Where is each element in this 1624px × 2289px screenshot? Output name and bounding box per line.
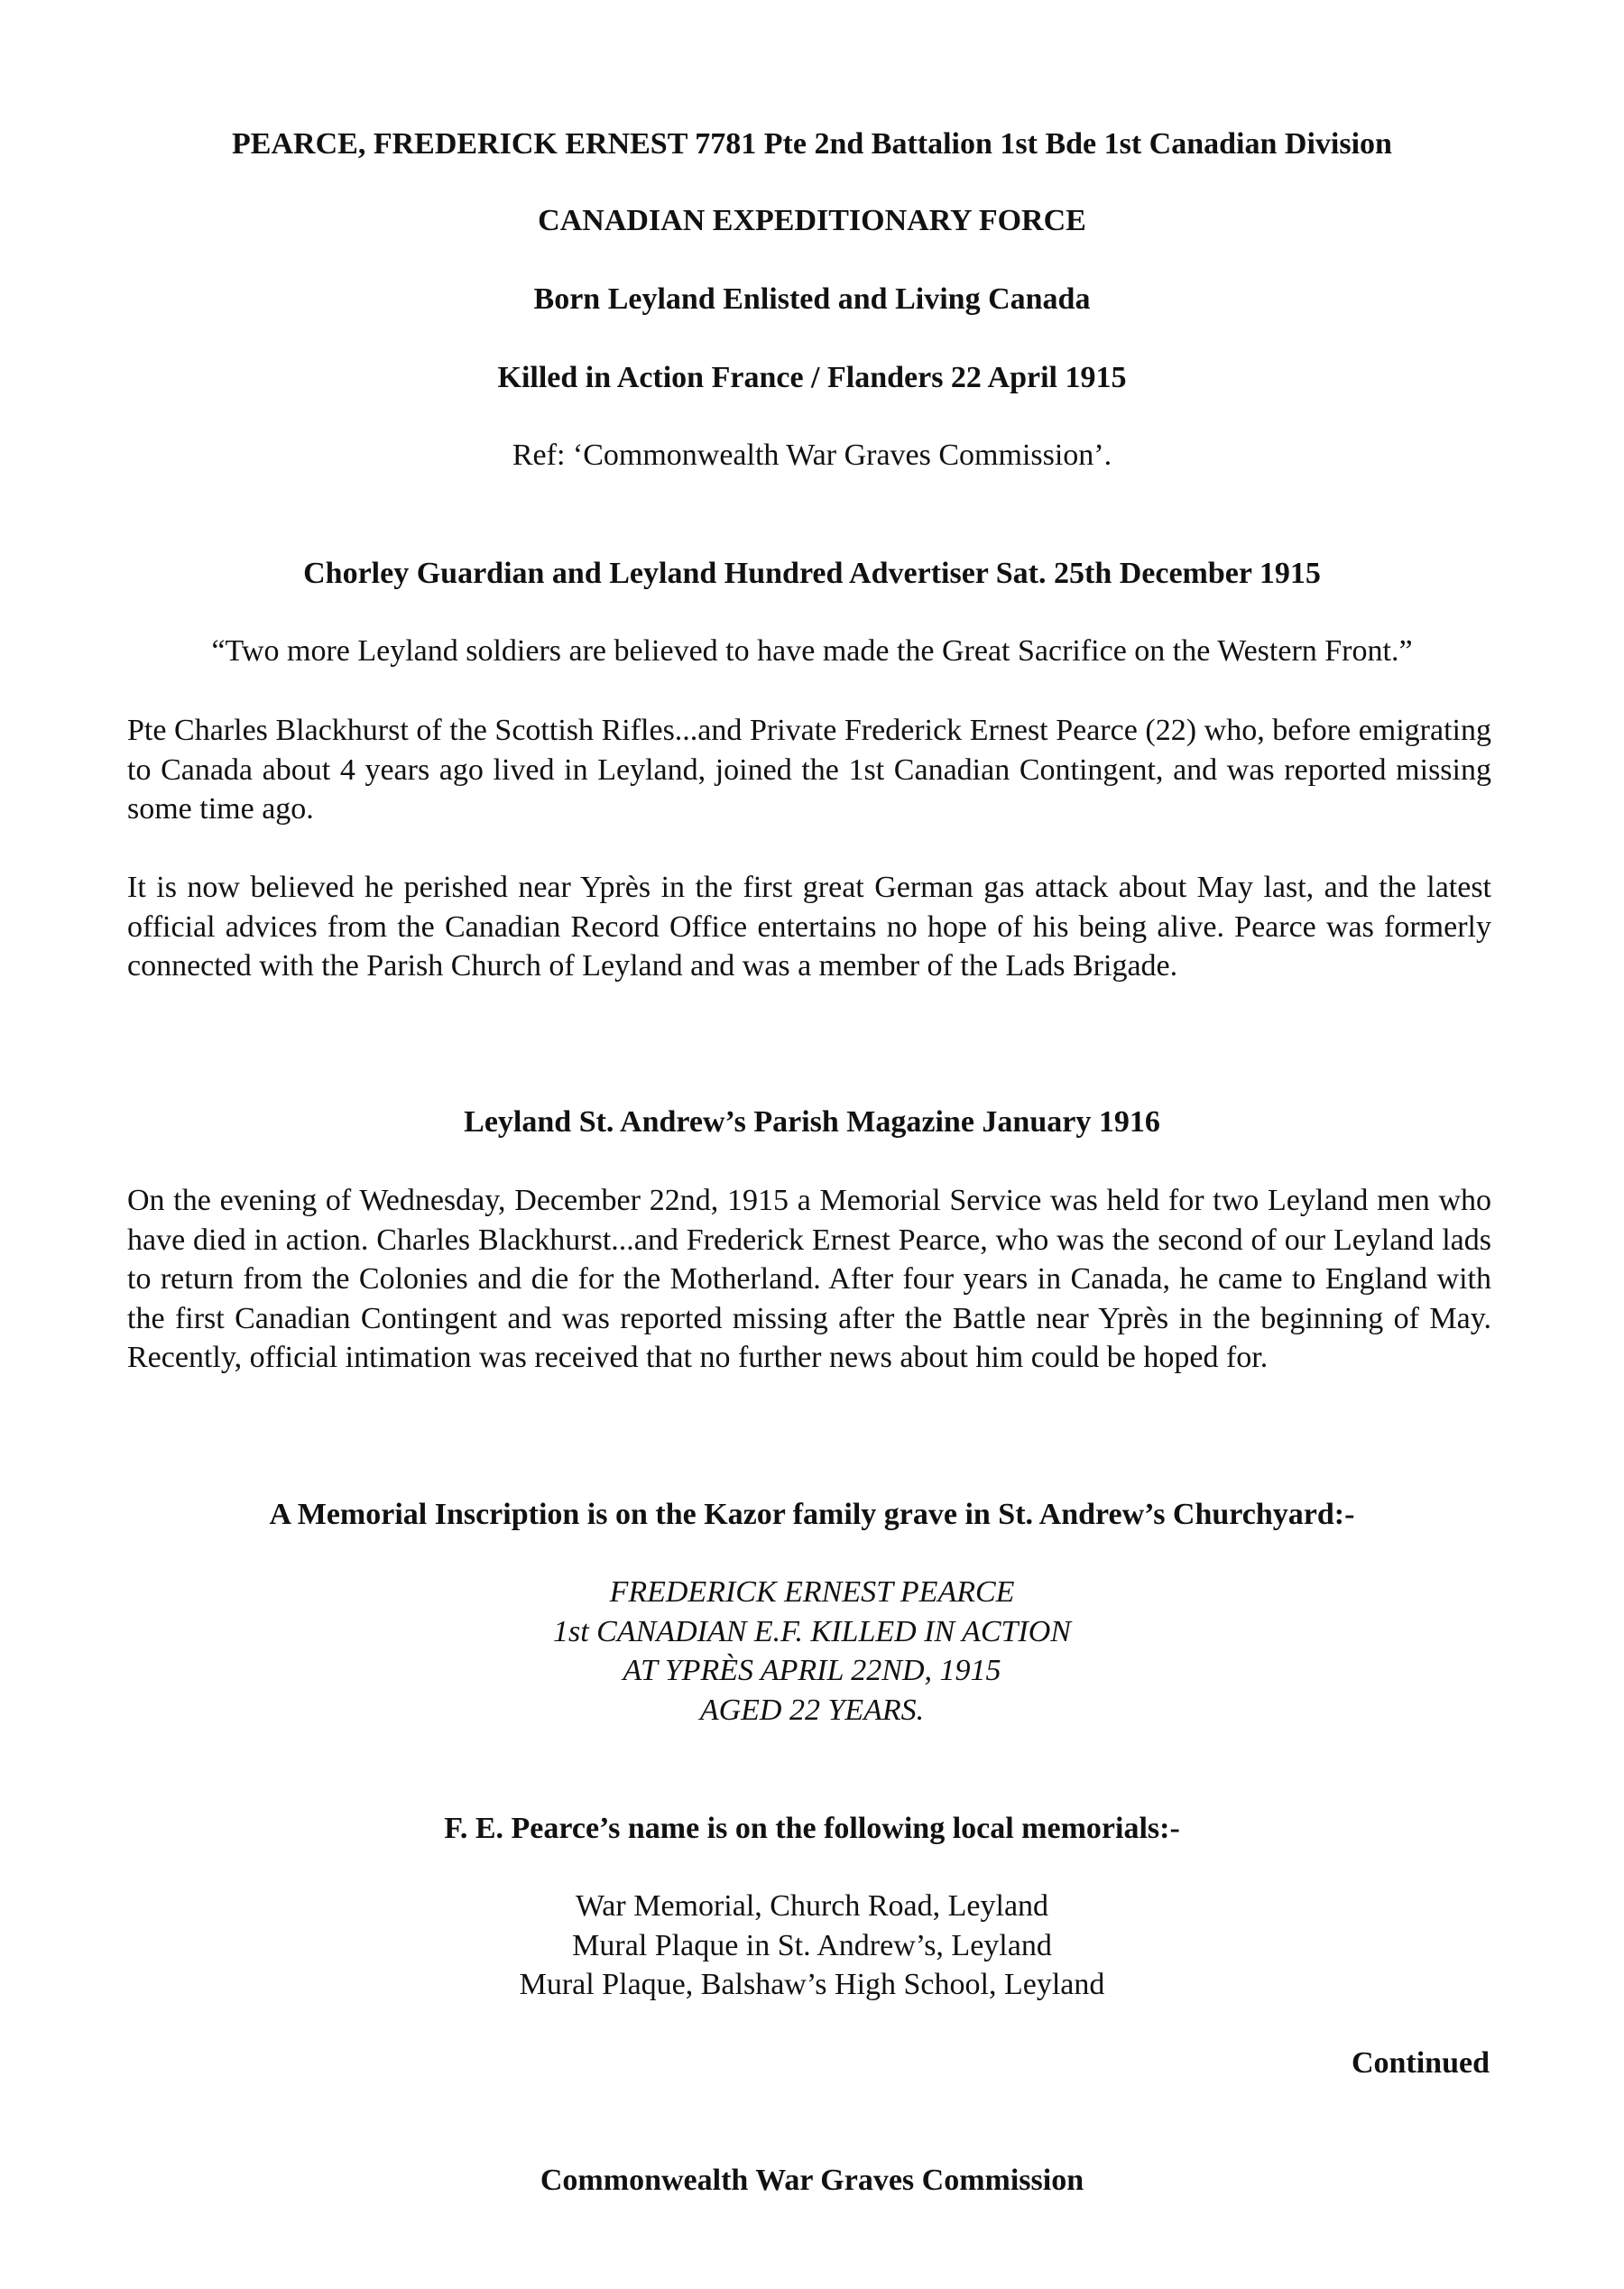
cwgc-heading: Commonwealth War Graves Commission — [540, 2164, 1084, 2197]
guardian-paragraph-1: Pte Charles Blackhurst of the Scottish Rifles...and Private Frederick Ernest Pearce (22) who, before emigrating to Canada about 4 years ago lived in Leyland, joined the 1st Canadian Contingent, and was reported missing some time ago. — [127, 714, 1491, 826]
magazine-paragraph: On the evening of Wednesday, December 22nd, 1915 a Memorial Service was held for two Leyland men who have died in action. Charles Blackhurst...and Frederick Ernest Pearce, who was the second of our Leyland lads to return from the Colonies and die for the Motherland. After four years in Canada, he came to England with the first Canadian Contingent and was reported missing after the Battle near Yprès in the beginning of May. Recently, official intimation was received that no further news about him could be hoped for. — [127, 1184, 1491, 1374]
memorial-item: Mural Plaque in St. Andrew’s, Leyland — [572, 1929, 1052, 1962]
inscription-heading: A Memorial Inscription is on the Kazor family grave in St. Andrew’s Churchyard:- — [269, 1498, 1355, 1531]
inscription-line: 1st CANADIAN E.F. KILLED IN ACTION — [553, 1615, 1071, 1648]
guardian-paragraph-2: It is now believed he perished near Yprès in the first great German gas attack about May last, and the latest official advices from the Canadian Record Office entertains no hope of his being alive. Pearce was formerly connected with the Parish Church of Leyland and was a member of the Lads Brigade. — [127, 871, 1491, 983]
guardian-quote: “Two more Leyland soldiers are believed to have made the Great Sacrifice on the Western Front.” — [211, 634, 1413, 668]
continued-label: Continued — [1351, 2046, 1490, 2080]
header-force-line: CANADIAN EXPEDITIONARY FORCE — [538, 204, 1086, 237]
inscription-line: AT YPRÈS APRIL 22ND, 1915 — [623, 1654, 1001, 1687]
inscription-line: FREDERICK ERNEST PEARCE — [609, 1575, 1015, 1609]
guardian-heading: Chorley Guardian and Leyland Hundred Advertiser Sat. 25th December 1915 — [303, 557, 1321, 590]
memorials-heading: F. E. Pearce’s name is on the following local memorials:- — [444, 1812, 1180, 1845]
reference-line: Ref: ‘Commonwealth War Graves Commission’. — [512, 438, 1112, 472]
header-service-line: PEARCE, FREDERICK ERNEST 7781 Pte 2nd Battalion 1st Bde 1st Canadian Division — [232, 127, 1392, 161]
memorial-item: Mural Plaque, Balshaw’s High School, Leyland — [519, 1968, 1105, 2001]
header-killed-line: Killed in Action France / Flanders 22 April 1915 — [497, 361, 1127, 394]
memorial-item: War Memorial, Church Road, Leyland — [575, 1889, 1049, 1923]
magazine-heading: Leyland St. Andrew’s Parish Magazine January 1916 — [464, 1105, 1160, 1139]
header-born-line: Born Leyland Enlisted and Living Canada — [533, 282, 1091, 316]
inscription-line: AGED 22 YEARS. — [699, 1694, 925, 1727]
